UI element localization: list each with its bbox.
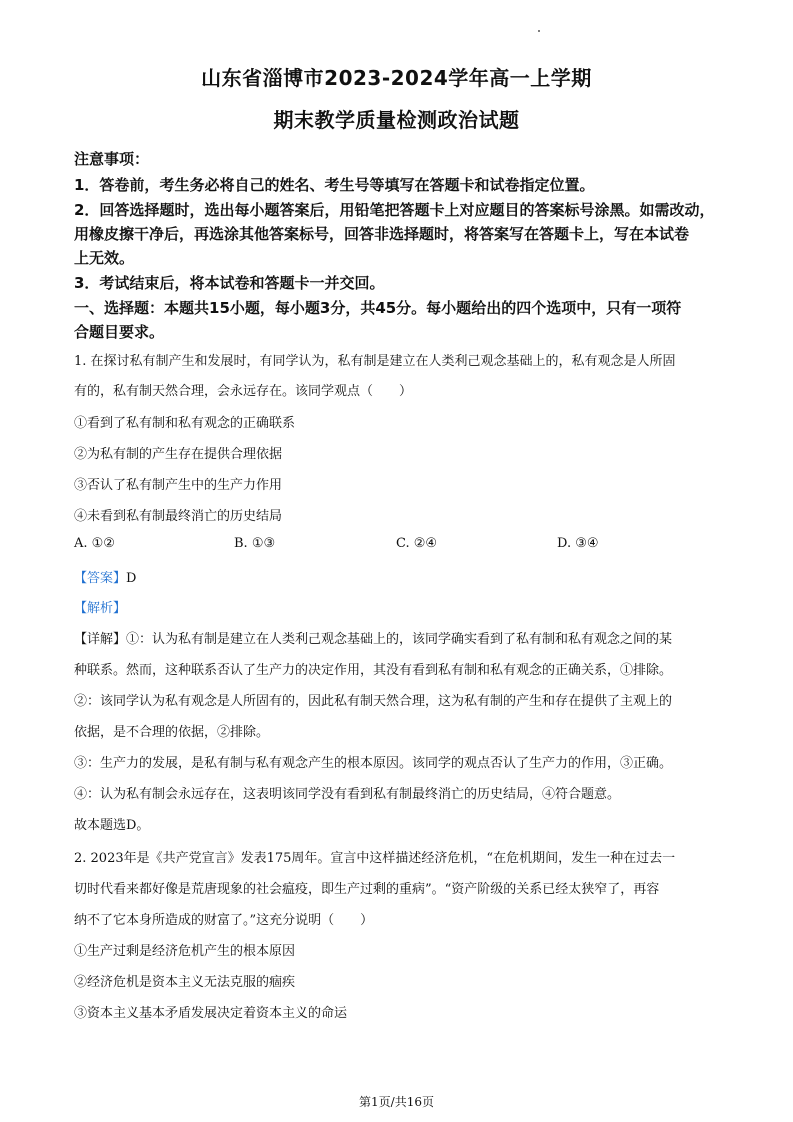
q2-stem-line-2: 切时代看来都好像是荒唐现象的社会瘟疫，即生产过剩的重病”。“资产阶级的关系已经太狭窄了，再容 bbox=[74, 882, 660, 897]
q1-detail-line-5: ③：生产力的发展，是私有制与私有观念产生的根本原因。该同学的观点否认了生产力的作用，③正确。 bbox=[74, 756, 673, 771]
q2-stem-line-1: 2. 2023年是《共产党宣言》发表175周年。宣言中这样描述经济危机，“在危机期间，发生一种在过去一 bbox=[74, 851, 676, 866]
stray-dot bbox=[538, 30, 540, 32]
q1-stem-line-1: 1. 在探讨私有制产生和发展时，有同学认为，私有制是建立在人类利己观念基础上的，私有观念是人所固 bbox=[74, 354, 676, 369]
q1-statement-1: ①看到了私有制和私有观念的正确联系 bbox=[74, 416, 296, 431]
q1-statement-4: ④未看到私有制最终消亡的历史结局 bbox=[74, 509, 283, 524]
answer-value: D bbox=[126, 571, 137, 586]
page-subtitle: 期末教学质量检测政治试题 bbox=[273, 108, 520, 132]
detail-tag: 【详解】 bbox=[74, 632, 127, 647]
q1-statement-3: ③否认了私有制产生中的生产力作用 bbox=[74, 478, 283, 493]
q1-detail-line-6: ④：认为私有制会永远存在，这表明该同学没有看到私有制最终消亡的历史结局，④符合题意。 bbox=[74, 787, 621, 802]
q2-statement-1: ①生产过剩是经济危机产生的根本原因 bbox=[74, 944, 296, 959]
q1-option-a: A. ①② bbox=[74, 536, 115, 551]
q1-conclusion: 故本题选D。 bbox=[74, 818, 150, 833]
q2-statement-2: ②经济危机是资本主义无法克服的痼疾 bbox=[74, 975, 296, 990]
notice-item-2-line-3: 上无效。 bbox=[74, 249, 135, 267]
q2-statement-3: ③资本主义基本矛盾发展决定着资本主义的命运 bbox=[74, 1006, 348, 1021]
page-title: 山东省淄博市2023-2024学年高一上学期 bbox=[201, 66, 592, 90]
notice-item-2-line-2: 用橡皮擦干净后，再选涂其他答案标号，回答非选择题时，将答案写在答题卡上，写在本试卷 bbox=[74, 225, 690, 243]
notice-item-2-line-1: 2．回答选择题时，选出每小题答案后，用铅笔把答题卡上对应题目的答案标号涂黑。如需改动， bbox=[74, 201, 715, 219]
q1-detail-line-3: ②：该同学认为私有观念是人所固有的，因此私有制天然合理，这为私有制的产生和存在提供了主观上的 bbox=[74, 694, 673, 709]
detail-text: ①：认为私有制是建立在人类利己观念基础上的，该同学确实看到了私有制和私有观念之间的某 bbox=[126, 632, 673, 647]
q1-detail-line-4: 依据，是不合理的依据，②排除。 bbox=[74, 725, 270, 740]
answer-tag: 【答案】 bbox=[74, 571, 127, 586]
q1-statement-2: ②为私有制的产生存在提供合理依据 bbox=[74, 447, 283, 462]
q1-detail-line-2: 种联系。然而，这种联系否认了生产力的决定作用，其没有看到私有制和私有观念的正确关系，①排除。 bbox=[74, 663, 673, 678]
q1-option-d: D. ③④ bbox=[557, 536, 599, 551]
page-number: 第1页/共16页 bbox=[359, 1095, 434, 1109]
notice-item-3: 3．考试结束后，将本试卷和答题卡一并交回。 bbox=[74, 274, 385, 292]
section-heading-line-2: 合题目要求。 bbox=[74, 323, 165, 341]
q1-detail-line-1 bbox=[74, 628, 672, 647]
notice-heading: 注意事项： bbox=[74, 150, 150, 168]
q1-answer bbox=[74, 567, 136, 586]
q1-option-b: B. ①③ bbox=[234, 536, 276, 551]
q1-option-c: C. ②④ bbox=[396, 536, 438, 551]
section-heading-line-1: 一、选择题：本题共15小题，每小题3分，共45分。每小题给出的四个选项中，只有一项符 bbox=[74, 299, 682, 317]
q2-stem-line-3: 纳不了它本身所造成的财富了。”这充分说明（ ） bbox=[74, 913, 374, 928]
analysis-tag: 【解析】 bbox=[74, 601, 127, 616]
q1-stem-line-2: 有的，私有制天然合理，会永远存在。该同学观点（ ） bbox=[74, 384, 413, 399]
notice-item-1: 1．答卷前，考生务必将自己的姓名、考生号等填写在答题卡和试卷指定位置。 bbox=[74, 176, 595, 194]
